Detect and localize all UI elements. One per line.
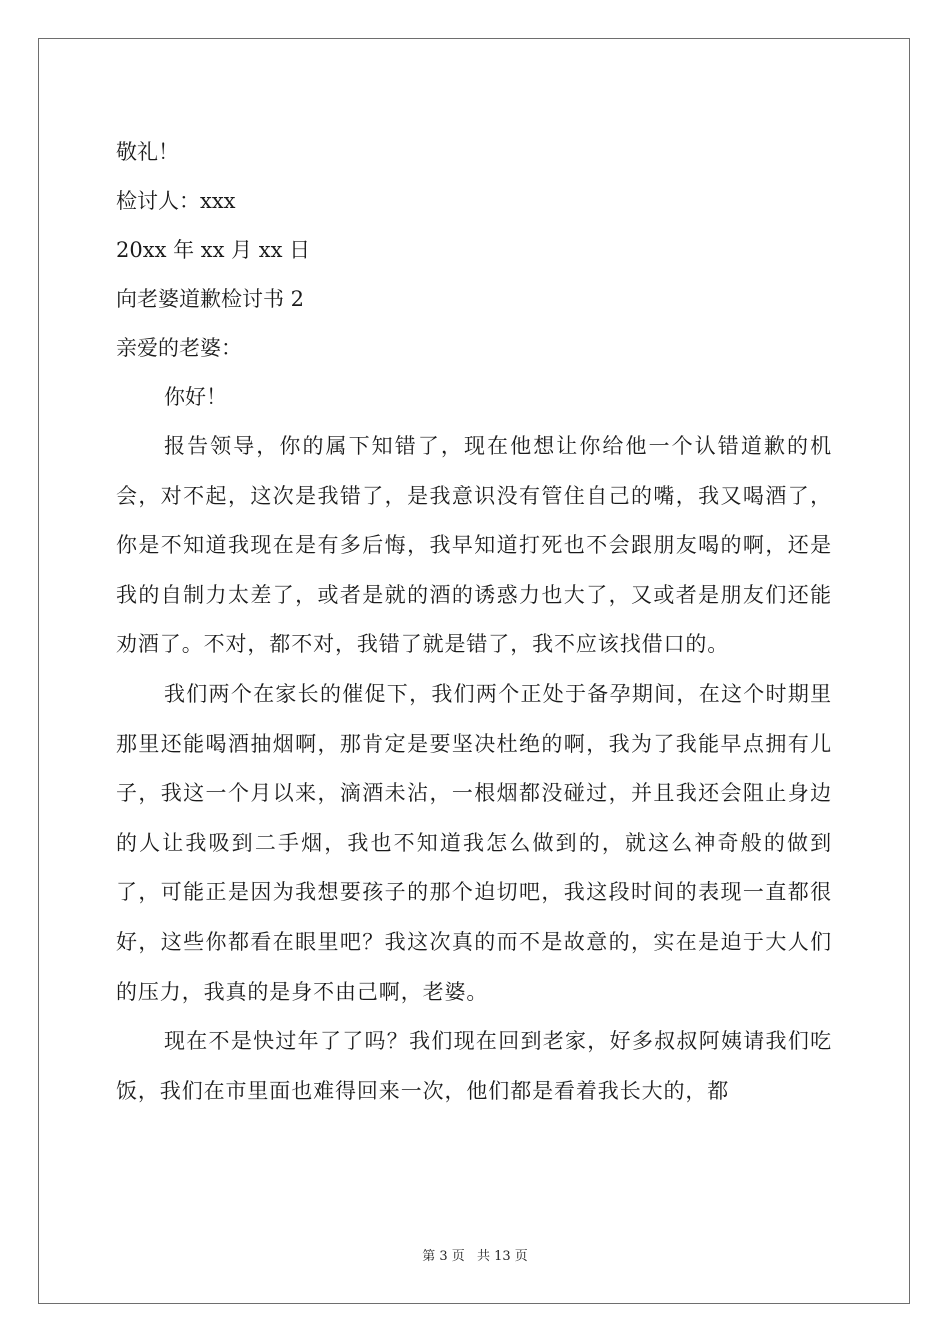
page-footer: [0, 1245, 950, 1264]
signer-line: 检讨人：xxx: [116, 189, 236, 213]
salutation: 亲爱的老婆：: [116, 336, 242, 360]
date-line: 20xx 年 xx 月 xx 日: [116, 238, 311, 262]
paragraph-1: 报告领导，你的属下知错了，现在他想让你给他一个认错道歉的机会，对不起，这次是我错了，是我意识没有管住自己的嘴，我又喝酒了，你是不知道我现在是有多后悔，我早知道打死也不会跟朋友喝的啊，还是我的自制力太差了，或者是就的酒的诱惑力也大了，又或者是朋友们还能劝酒了。不对，都不对，我错了就是错了，我不应该找借口的。: [116, 434, 832, 657]
section-title: 向老婆道歉检讨书 2: [116, 287, 305, 311]
closing-line: 敬礼！: [116, 140, 179, 164]
document-body: [116, 128, 832, 1116]
greeting: 你好！: [164, 385, 227, 409]
paragraph-2: 我们两个在家长的催促下，我们两个正处于备孕期间，在这个时期里那里还能喝酒抽烟啊，那肯定是要坚决杜绝的啊，我为了我能早点拥有儿子，我这一个月以来，滴酒未沾，一根烟都没碰过，并且我还会阻止身边的人让我吸到二手烟，我也不知道我怎么做到的，就这么神奇般的做到了，可能正是因为我想要孩子的那个迫切吧，我这段时间的表现一直都很好，这些你都看在眼里吧？我这次真的而不是故意的，实在是迫于大人们的压力，我真的是身不由己啊，老婆。: [116, 681, 832, 1004]
page-number: 第 3 页: [422, 1249, 465, 1264]
paragraph-3: 现在不是快过年了了吗？我们现在回到老家，好多叔叔阿姨请我们吃饭，我们在市里面也难得回来一次，他们都是看着我长大的，都: [116, 1029, 832, 1103]
page-total: 共 13 页: [476, 1249, 528, 1264]
